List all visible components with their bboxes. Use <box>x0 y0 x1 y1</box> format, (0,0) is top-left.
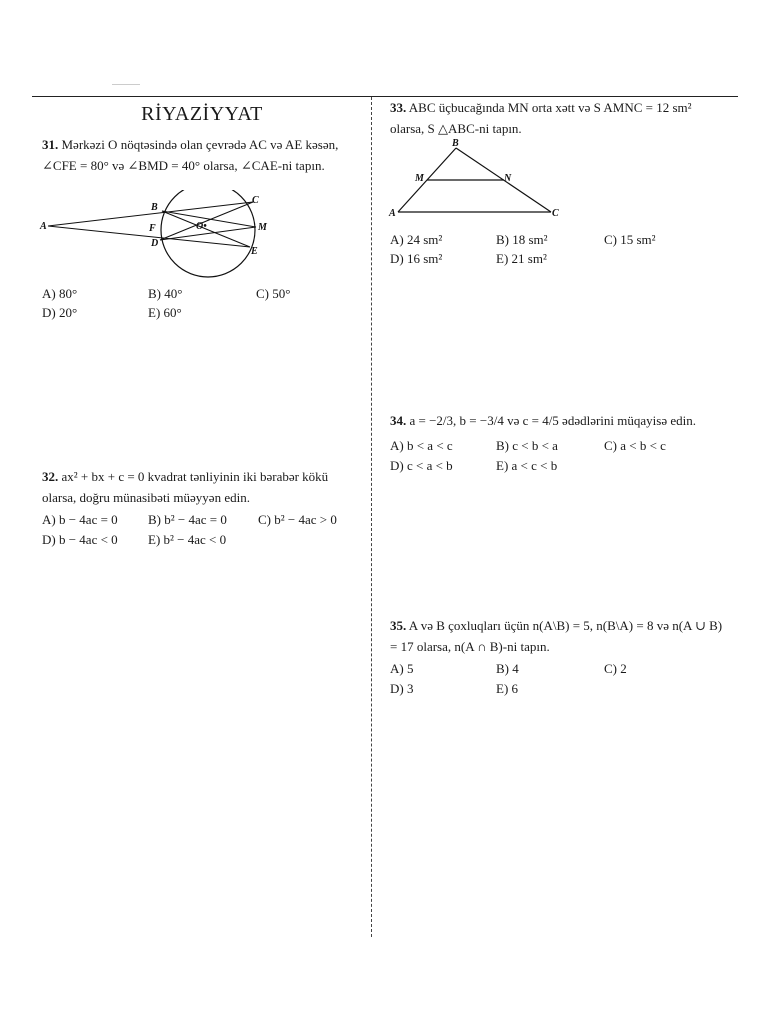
column-divider <box>371 97 372 937</box>
question-number: 35. <box>390 618 407 633</box>
question-32 <box>42 466 364 508</box>
question-text: ABC üçbucağında MN orta xətt və S AMNC = 12 sm² olarsa, S △ABC-ni tapın. <box>390 100 692 136</box>
question-text: ax² + bx + c = 0 kvadrat tənliyinin iki bərabər kökü olarsa, doğru münasibəti müəyyən edin. <box>42 469 329 505</box>
option-e[interactable]: E) 6 <box>496 681 519 696</box>
label-b: B <box>452 138 459 149</box>
option-c[interactable]: C) b² − 4ac > 0 <box>258 512 337 527</box>
option-d[interactable]: D) 16 sm² <box>390 251 443 266</box>
option-b[interactable]: B) 40° <box>148 286 183 301</box>
option-a[interactable]: A) b < a < c <box>390 438 453 453</box>
page-title: RİYAZİYYAT <box>141 103 263 125</box>
question-text: Mərkəzi O nöqtəsində olan çevrədə AC və AE kəsən, ∠CFE = 80° və ∠BMD = 40° olarsa, ∠CAE-ni tapın. <box>42 137 339 173</box>
option-e[interactable]: E) 21 sm² <box>496 251 547 266</box>
label-a: A <box>40 221 47 232</box>
chord-dm <box>160 227 256 240</box>
option-c[interactable]: C) a < b < c <box>604 438 666 453</box>
option-b[interactable]: B) 18 sm² <box>496 232 548 247</box>
label-m: M <box>258 222 267 233</box>
question-number: 33. <box>390 100 407 115</box>
option-c[interactable]: C) 50° <box>256 286 291 301</box>
q31-circle-figure <box>38 190 278 280</box>
option-c[interactable]: C) 15 sm² <box>604 232 656 247</box>
option-d[interactable]: D) b − 4ac < 0 <box>42 532 118 547</box>
label-b: B <box>151 202 158 213</box>
label-f: F <box>149 223 156 234</box>
question-text: A və B çoxluqları üçün n(A\B) = 5, n(B\A) = 8 və n(A ∪ B) = 17 olarsa, n(A ∩ B)-ni tapın. <box>390 618 723 654</box>
option-b[interactable]: B) b² − 4ac = 0 <box>148 512 227 527</box>
option-a[interactable]: A) 80° <box>42 286 78 301</box>
question-34 <box>390 410 730 431</box>
label-o: O• <box>196 221 207 232</box>
chord-bm <box>162 211 256 227</box>
option-b[interactable]: B) c < b < a <box>496 438 558 453</box>
label-a: A <box>389 208 396 219</box>
option-e[interactable]: E) b² − 4ac < 0 <box>148 532 227 547</box>
question-number: 32. <box>42 469 59 484</box>
label-d: D <box>151 238 159 249</box>
question-31 <box>42 134 364 176</box>
option-a[interactable]: A) b − 4ac = 0 <box>42 512 118 527</box>
option-a[interactable]: A) 24 sm² <box>390 232 443 247</box>
label-c: C <box>252 195 259 206</box>
question-35 <box>390 615 726 657</box>
question-number: 31. <box>42 137 59 152</box>
label-e: E <box>251 246 258 257</box>
option-b[interactable]: B) 4 <box>496 661 519 676</box>
scan-mark <box>112 84 140 85</box>
option-e[interactable]: E) a < c < b <box>496 458 558 473</box>
label-m: M <box>415 173 424 184</box>
option-d[interactable]: D) 3 <box>390 681 414 696</box>
question-number: 34. <box>390 413 407 428</box>
label-c: C <box>552 208 559 219</box>
option-a[interactable]: A) 5 <box>390 661 414 676</box>
option-e[interactable]: E) 60° <box>148 305 182 320</box>
question-33 <box>390 97 726 139</box>
label-n: N <box>504 173 512 184</box>
option-d[interactable]: D) 20° <box>42 305 78 320</box>
option-d[interactable]: D) c < a < b <box>390 458 453 473</box>
q33-triangle-figure <box>386 138 576 224</box>
option-c[interactable]: C) 2 <box>604 661 627 676</box>
question-text: a = −2/3, b = −3/4 və c = 4/5 ədədlərini müqayisə edin. <box>409 413 696 428</box>
